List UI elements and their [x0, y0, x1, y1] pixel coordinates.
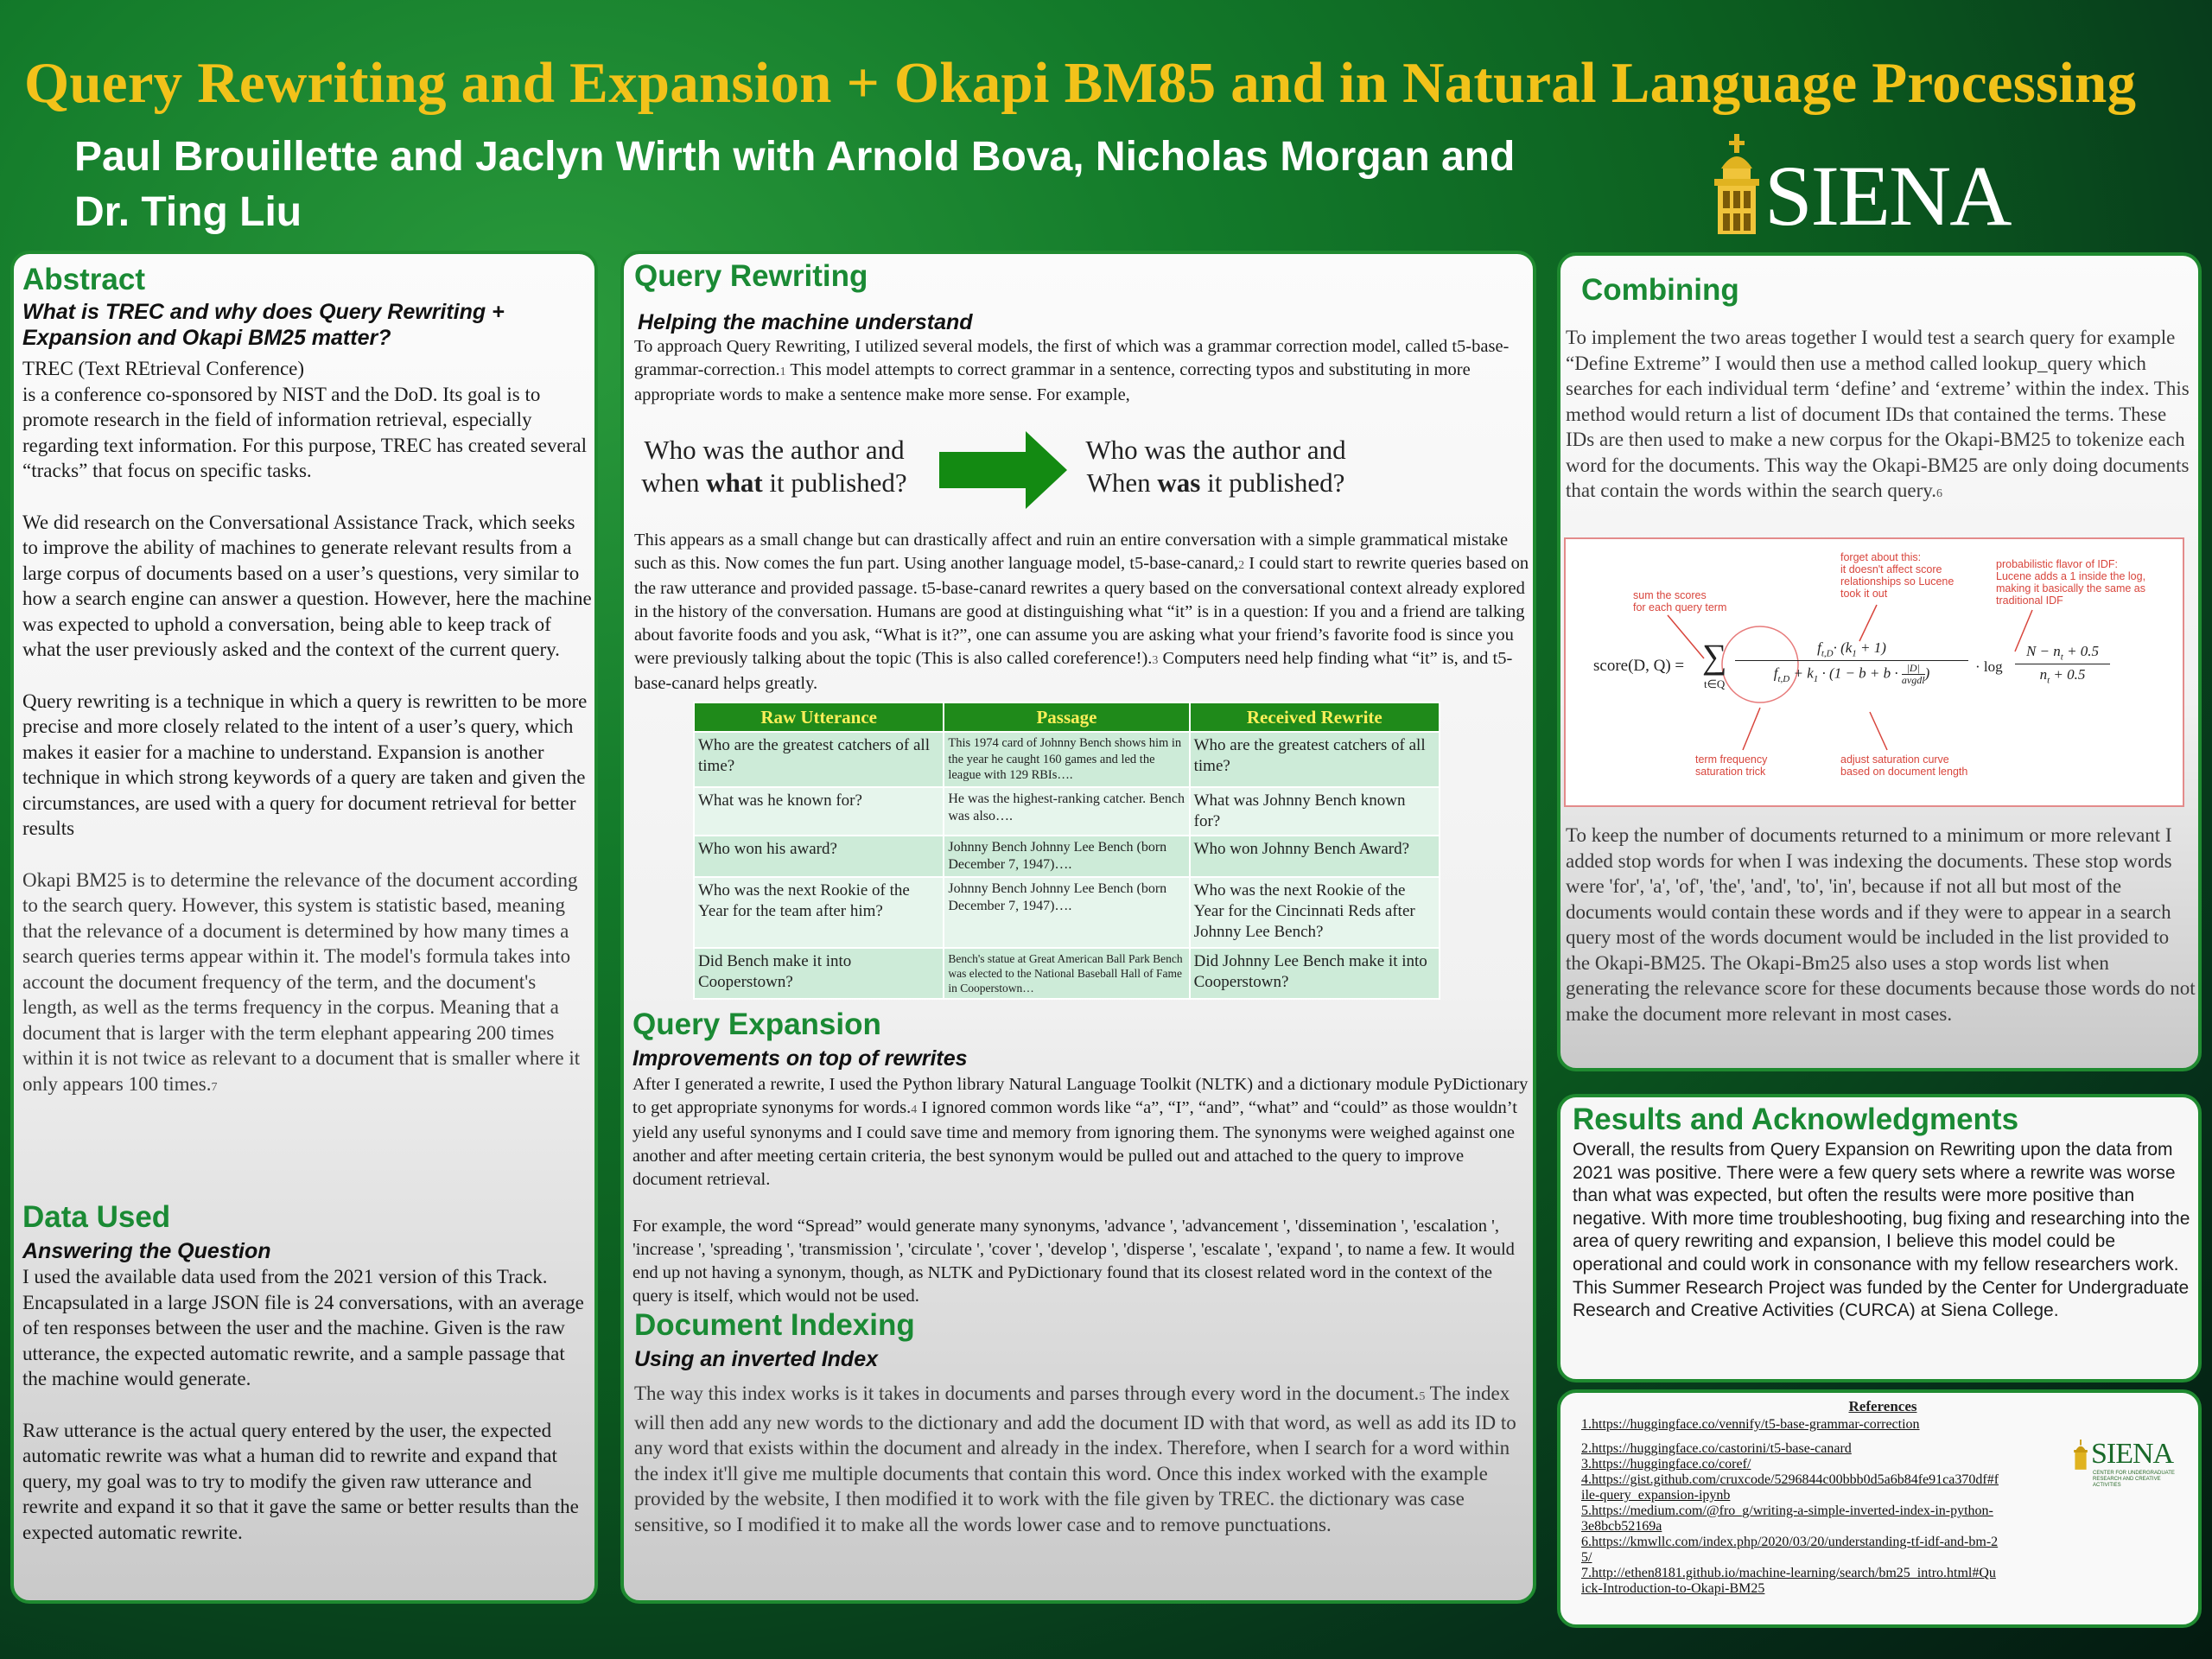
logo-wordmark: SIENA: [1764, 148, 2011, 244]
reference-item[interactable]: 5.https://medium.com/@fro_g/writing-a-simple-inverted-index-in-python-: [1581, 1503, 1993, 1518]
footnote-7: 7: [211, 1080, 218, 1094]
table-row: [694, 732, 1440, 787]
document-indexing-heading: Document Indexing: [634, 1308, 915, 1342]
footnote-4: 4: [911, 1103, 918, 1116]
data-used-subheading: Answering the Question: [22, 1239, 271, 1263]
reference-item[interactable]: 6.https://kmwllc.com/index.php/2020/03/20/understanding-tf-idf-and-bm-2: [1581, 1535, 1999, 1549]
abstract-paragraph-3: Query rewriting is a technique in which a query is rewritten to be more precise and more closely related to the intent of a user’s query, which makes it easier for a machine to understand. Expansion is another technique in which strong keywords of a query are taken and given the circumstances, are used with a query for document retrieval for better results: [22, 690, 588, 839]
bm25-formula-figure: [1564, 537, 2184, 807]
qe-p1b: I ignored common words like “a”, “I”, “and”, “what” and “could” as those wouldn’t yield any useful synonyms and I could save time and memory from ignoring them. The synonyms were weighed against one another and after meeting certain criteria, the best synonym would be pulled out and attached to the query to improve document retrieval.: [632, 1098, 1517, 1189]
results-paragraph-2: This Summer Research Project was funded by the Center for Undergraduate Research and Creative Activities (CURCA) at Siena College.: [1573, 1277, 2190, 1321]
table-header-row: [694, 702, 1440, 732]
example-before-line-2: when what it published?: [641, 467, 907, 498]
table-header-raw: Raw Utterance: [694, 702, 944, 732]
annotation-tf: term frequency saturation trick: [1695, 753, 1768, 778]
abstract-paragraph-4: [22, 868, 593, 1101]
authors-line-1: Paul Brouillette and Jaclyn Wirth with Arnold Bova, Nicholas Morgan and: [74, 134, 1516, 180]
data-used-paragraph-2: Raw utterance is the actual query entered by the user, the expected automatic rewrite was what a human did to rewrite and expand that query, my goal was to try to modify the given raw utterance and rewrite and expand it so that it gave the same or better results than the expected automatic rewrite.: [22, 1419, 579, 1543]
di-p1b: The index will then add any new words to the dictionary and add the document ID with that word, as well as add its ID to any word that exists within the document and already in the index. Therefore, when I search for a word within the index it'll give me multiple documents that contain this word. Once this index worked with the example provided by the website, I then modified it to work with the file given by TREC. the dictionary was case sensitive, so I modified it to make all the words lower case and to remove punctuations.: [634, 1382, 1516, 1535]
qr-p1b: This model attempts to correct grammar in a sentence, correcting typos and substituting in more appropriate words to make a sentence make more sense. For example,: [634, 360, 1471, 404]
panel-results: [1557, 1094, 2202, 1382]
annotation-idf: probabilistic flavor of IDF: Lucene adds a 1 inside the log, making it basically the same as traditional IDF: [1996, 558, 2146, 607]
trec-line: TREC (Text REtrieval Conference): [22, 358, 305, 379]
table-row: [694, 836, 1440, 877]
siena-logo: [1702, 134, 2031, 244]
query-rewriting-paragraph-1: [634, 335, 1533, 407]
annotation-sum: sum the scores for each query term: [1633, 589, 1727, 613]
qr-p1a: To approach Query Rewriting, I utilized several models, the first of which was a grammar correction model, called t5-base-grammar-correction.: [634, 337, 1510, 379]
panel-references: [1557, 1389, 2202, 1628]
table-cell: Did Bench make it into Cooperstown?: [694, 948, 944, 999]
reference-item[interactable]: 3e8bcb52169a: [1581, 1519, 1662, 1534]
table-row: [694, 948, 1440, 999]
annotation-length: adjust saturation curve based on document length: [1840, 753, 1968, 778]
right-arrow-icon: [939, 431, 1069, 509]
table-row: [694, 877, 1440, 948]
reference-item[interactable]: 4.https://gist.github.com/cruxcode/5296844c00bbb0d5a6b84fe91ca370df#f: [1581, 1472, 1999, 1487]
abstract-paragraph-2: We did research on the Conversational Assistance Track, which seeks to improve the ability of machines to generate relevant results from a large corpus of documents based on a user’s questions, very similar to how a search engine can answer a question. However, here the machine was expected to uphold a conversation, being able to keep track of what the user previously asked and the context of the current query.: [22, 511, 592, 660]
reference-item[interactable]: 1.https://huggingface.co/vennify/t5-base-grammar-correction: [1581, 1417, 1920, 1432]
table-cell: Who was the next Rookie of the Year for the team after him?: [694, 877, 944, 948]
example-after: [1073, 434, 1358, 499]
combining-paragraph-2: To keep the number of documents returned to a minimum or more relevant I added stop words for when I was indexing the documents. These stop words were 'for', 'a', 'of', 'the', 'and', 'to', 'in', because if not all but most of the documents would contain these words and if they were to appear in a search query most of the words document would be included in the list provided to the Okapi-BM25. The Okapi-Bm25 also uses a stop words list when generating the relevance score for these documents because those words do not make the document more relevant in most cases.: [1566, 824, 2196, 1025]
qr-p2a: This appears as a small change but can drastically affect and ruin an entire conversation with a simple grammatical mistake such as this. Now comes the fun part. Using another language model, t5-base-canard,: [634, 531, 1509, 573]
results-heading: Results and Acknowledgments: [1573, 1103, 2019, 1136]
document-indexing-subheading: Using an inverted Index: [634, 1347, 879, 1371]
panel-combining: [1557, 252, 2202, 1071]
references-heading: References: [1848, 1398, 1917, 1414]
annotation-forget: forget about this: it doesn't affect score relationships so Lucene took it out: [1840, 551, 1955, 600]
combining-heading: Combining: [1581, 273, 1739, 307]
document-indexing-paragraph: [634, 1381, 1533, 1537]
reference-item[interactable]: 3.https://huggingface.co/coref/: [1581, 1457, 1751, 1471]
formula-idf-fraction: $N - n_t + 0.5$ $n_t + 0.5$: [2015, 643, 2110, 686]
formula-denominator: $f_{t,D} + k_1 \cdot (1 - b + b$ · |D| avgdl ): [1773, 662, 1930, 687]
curca-logo-subtitle: CENTER FOR UNDERGRADUATE RESEARCH AND CREATIVE ACTIVITIES: [2093, 1471, 2175, 1488]
formula-log: · log: [1975, 658, 2003, 675]
footnote-5: 5: [1419, 1390, 1426, 1403]
okapi-text: Okapi BM25 is to determine the relevance of the document according to the search query. However, this system is statistic based, meaning that the relevance of a document is determined by how many times a search queries terms appear within it. The model's formula takes into account the document frequency of the term, and the document's length, as well as the terms frequency in the corpus. Meaning that a document that is larger with the term elephant appearing 200 times within it is not twice as relevant to a document that is smaller where it only appears 100 times.: [22, 868, 581, 1095]
data-used-paragraph-1: I used the available data used from the 2021 version of this Track. Encapsulated in a large JSON file is 24 conversations, with an average of ten responses between the user and the machine. Given is the raw utterance, the expected automatic rewrite, and a sample passage that the machine would generate.: [22, 1266, 584, 1389]
abstract-heading: Abstract: [22, 263, 145, 296]
poster-title: Query Rewriting and Expansion + Okapi BM85 and in Natural Language Processing: [24, 51, 2137, 115]
abstract-paragraph-1: [22, 356, 593, 484]
query-expansion-heading: Query Expansion: [632, 1007, 881, 1041]
formula-tf-fraction: [1735, 639, 1968, 686]
comb-p1a: To implement the two areas together I would test a search query for example “Define Extreme” I would then use a method called lookup_query which searches for each individual term ‘define’ and ‘extreme’ within the index. This method would return a list of document IDs that contained the terms. These IDs are then used to make a new corpus for the Okapi-BM25 to tokenize each word for the documents. This way the Okapi-BM25 are only doing documents that contain the words within the search query.: [1566, 327, 2190, 501]
formula-lhs: score(D, Q) =: [1593, 657, 1685, 675]
reference-item[interactable]: 7.http://ethen8181.github.io/machine-learning/search/bm25_intro.html#Qu: [1581, 1566, 1996, 1580]
table-row: [694, 787, 1440, 836]
qr-p2b: I could start to rewrite queries based on the raw utterance and provided passage. t5-base-canard rewrites a query based on the conversational context already explored in the history of the conversation. Humans are good at distinguishing what “it” is in a question: If you and a friend are talking about favorite foods and you ask, “What is it?”, one can assume you are asking what your friend’s favorite food is since you were previously talking about the topic (This is also called coreference!).: [634, 554, 1529, 668]
table-cell: Who won Johnny Bench Award?: [1190, 836, 1440, 877]
query-rewriting-subheading: Helping the machine understand: [638, 310, 973, 334]
references-list: [1581, 1417, 2082, 1597]
abstract-subheading: What is TREC and why does Query Rewriting + Expansion and Okapi BM25 matter?: [22, 300, 505, 350]
table-cell: What was he known for?: [694, 787, 944, 836]
query-expansion-paragraph-1: [632, 1073, 1531, 1192]
reference-item[interactable]: 2.https://huggingface.co/castorini/t5-base-canard: [1581, 1441, 1852, 1456]
reference-item[interactable]: 5/: [1581, 1550, 1592, 1565]
tower-icon: [2070, 1438, 2091, 1472]
table-header-rewrite: Received Rewrite: [1190, 702, 1440, 732]
table-cell: Johnny Bench Johnny Lee Bench (born December 7, 1947)….: [944, 877, 1189, 948]
table-cell: What was Johnny Bench known for?: [1190, 787, 1440, 836]
formula-numerator: $f_{t,D}\cdot (k_1 + 1)$: [1735, 639, 1968, 661]
qe-p1a: After I generated a rewrite, I used the Python library Natural Language Toolkit (NLTK) and a dictionary module PyDictionary to get appropriate synonyms for words.: [632, 1075, 1529, 1117]
panel-middle: [620, 251, 1536, 1604]
curca-logo-wordmark: SIENA: [2091, 1438, 2174, 1470]
table-cell: Who won his award?: [694, 836, 944, 877]
table-cell: This 1974 card of Johnny Bench shows him in the year he caught 160 games and led the league with 129 RBIs….: [944, 732, 1189, 787]
table-cell: Johnny Bench Johnny Lee Bench (born December 7, 1947)….: [944, 836, 1189, 877]
example-after-line-1: Who was the author and: [1085, 435, 1346, 465]
tower-icon: [1702, 134, 1771, 238]
example-before: [636, 434, 912, 499]
reference-item[interactable]: ick-Introduction-to-Okapi-BM25: [1581, 1581, 1765, 1596]
query-rewriting-heading: Query Rewriting: [634, 259, 868, 293]
table-cell: Who was the next Rookie of the Year for the Cincinnati Reds after Johnny Lee Bench?: [1190, 877, 1440, 948]
table-cell: Did Johnny Lee Bench make it into Cooperstown?: [1190, 948, 1440, 999]
footnote-2: 2: [1238, 559, 1245, 572]
rewrite-table: [693, 702, 1440, 1000]
table-header-passage: Passage: [944, 702, 1189, 732]
query-expansion-subheading: Improvements on top of rewrites: [632, 1046, 968, 1071]
table-cell: He was the highest-ranking catcher. Bench was also….: [944, 787, 1189, 836]
formula-sum-sub: t∈Q: [1704, 677, 1726, 690]
query-rewriting-paragraph-2: [634, 529, 1533, 696]
footnote-1: 1: [779, 365, 786, 378]
trec-description: is a conference co-sponsored by NIST and the DoD. Its goal is to promote research in the field of information retrieval, especially regarding text information. For this purpose, TREC has created several “tracks” that focus on specific tasks.: [22, 383, 587, 481]
formula-sum-symbol: ∑: [1702, 637, 1727, 676]
table-cell: Who are the greatest catchers of all time?: [1190, 732, 1440, 787]
di-p1a: The way this index works is it takes in documents and parses through every word in the document.: [634, 1382, 1420, 1404]
footnote-6: 6: [1936, 487, 1942, 500]
reference-item[interactable]: ile-query_expansion-ipynb: [1581, 1488, 1731, 1503]
data-used-heading: Data Used: [22, 1200, 171, 1234]
example-before-line-1: Who was the author and: [644, 435, 905, 465]
authors-line-2: Dr. Ting Liu: [74, 189, 302, 235]
curca-logo: [2070, 1436, 2191, 1497]
combining-paragraph-1: [1566, 325, 2196, 507]
panel-left: [10, 251, 598, 1604]
table-cell: Who are the greatest catchers of all time?: [694, 732, 944, 787]
example-after-line-2: When was it published?: [1086, 467, 1345, 498]
authors: [74, 130, 1681, 240]
query-expansion-paragraph-2: For example, the word “Spread” would generate many synonyms, 'advance ', 'advancement ', 'dissemination ', 'escalation ', 'increase ', 'spreading ', 'transmission ', 'circulate ', 'cover ', 'develop ', 'disperse ', 'escalate ', 'expand ', to name a few. It would end up not having a synonym, though, as NLTK and PyDictionary found that its closest related word in the context of the query is itself, which would not be used.: [632, 1217, 1515, 1306]
qr-p2c: Computers need help finding what “it” is, and t5-base-canard helps greatly.: [634, 649, 1513, 693]
footnote-3: 3: [1152, 654, 1159, 667]
table-cell: Bench's statue at Great American Ball Park Bench was elected to the National Baseball Hall of Fame in Cooperstown…: [944, 948, 1189, 999]
results-paragraph-1: Overall, the results from Query Expansion on Rewriting upon the data from 2021 was positive. There were a few query sets where a rewrite was worse than what was expected, but often the results were more positive than negative. With more time troubleshooting, bug fixing and researching into the area of query rewriting and expansion, I believe this model could be operational and could work in consonance with my fellow researchers work.: [1573, 1140, 2190, 1274]
